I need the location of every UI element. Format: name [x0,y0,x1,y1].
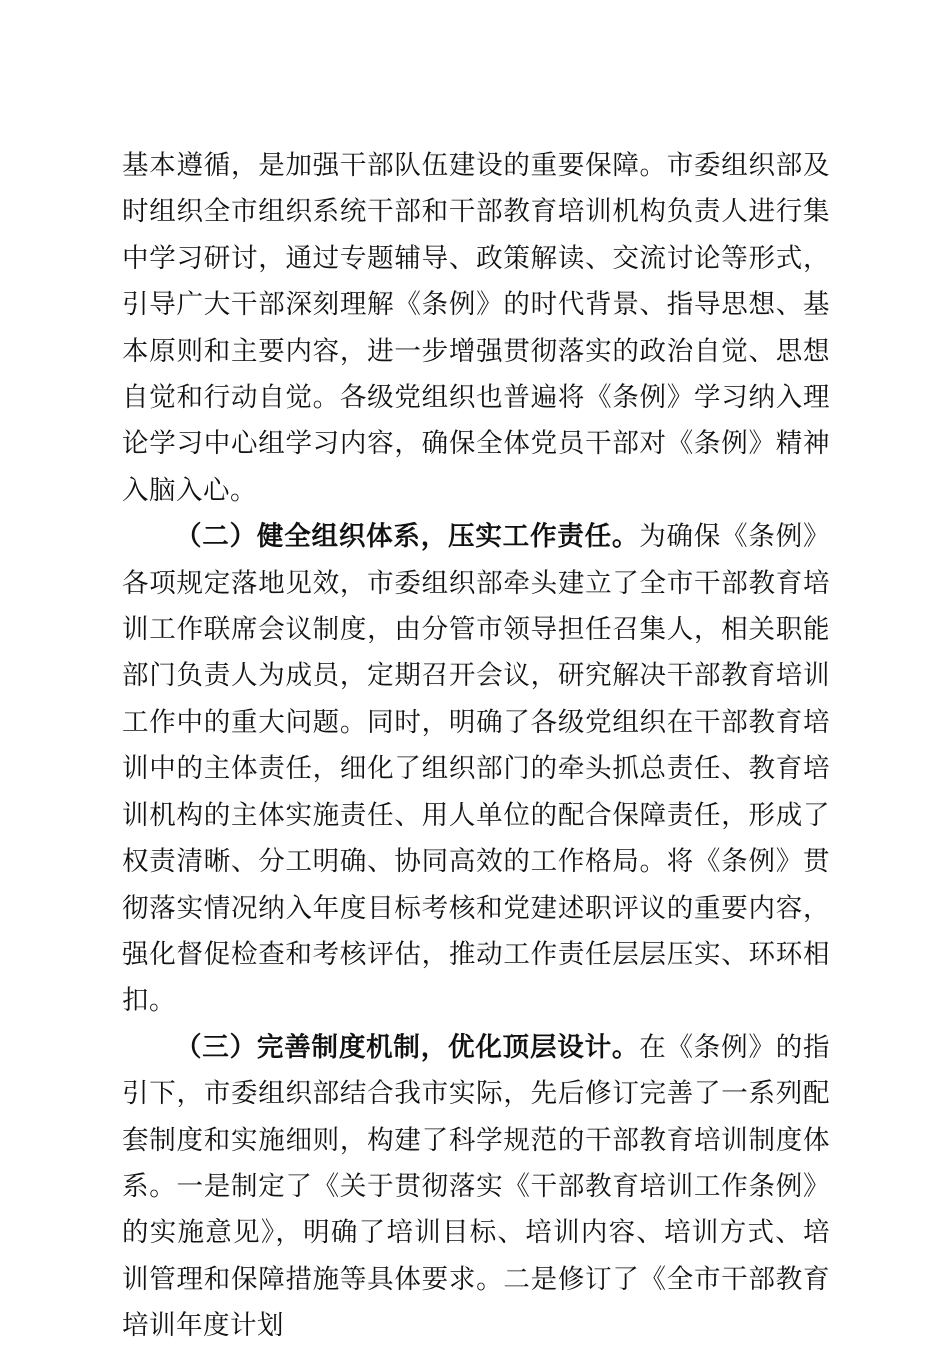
paragraph-3-body: 在《条例》的指引下，市委组织部结合我市实际，先后修订完善了一系列配套制度和实施细则，构建了科学规范的干部教育培训制度体系。一是制定了《关于贯彻落实《干部教育培训工作条例》的实施意见》，明确了培训目标、培训内容、培训方式、培训管理和保障措施等具体要求。二是修订了《全市干部教育培训年度计划 [122,1031,831,1342]
section-heading-2: （二）健全组织体系，压实工作责任。 [175,521,640,553]
section-heading-3: （三）完善制度机制，优化顶层设计。 [175,1031,640,1063]
paragraph-2 [122,514,830,1024]
paragraph-1 [122,143,830,514]
paragraph-3 [122,1025,830,1350]
document-body [122,143,830,1350]
paragraph-2-body: 为确保《条例》各项规定落地见效，市委组织部牵头建立了全市干部教育培训工作联席会议制度，由分管市领导担任召集人，相关职能部门负责人为成员，定期召开会议，研究解决干部教育培训工作中的重大问题。同时，明确了各级党组织在干部教育培训中的主体责任，细化了组织部门的牵头抓总责任、教育培训机构的主体实施责任、用人单位的配合保障责任，形成了权责清晰、分工明确、协同高效的工作格局。将《条例》贯彻落实情况纳入年度目标考核和党建述职评议的重要内容，强化督促检查和考核评估，推动工作责任层层压实、环环相扣。 [122,521,831,1017]
paragraph-1-body: 基本遵循，是加强干部队伍建设的重要保障。市委组织部及时组织全市组织系统干部和干部教育培训机构负责人进行集中学习研讨，通过专题辅导、政策解读、交流讨论等形式，引导广大干部深刻理解《条例》的时代背景、指导思想、基本原则和主要内容，进一步增强贯彻落实的政治自觉、思想自觉和行动自觉。各级党组织也普遍将《条例》学习纳入理论学习中心组学习内容，确保全体党员干部对《条例》精神入脑入心。 [122,150,830,506]
